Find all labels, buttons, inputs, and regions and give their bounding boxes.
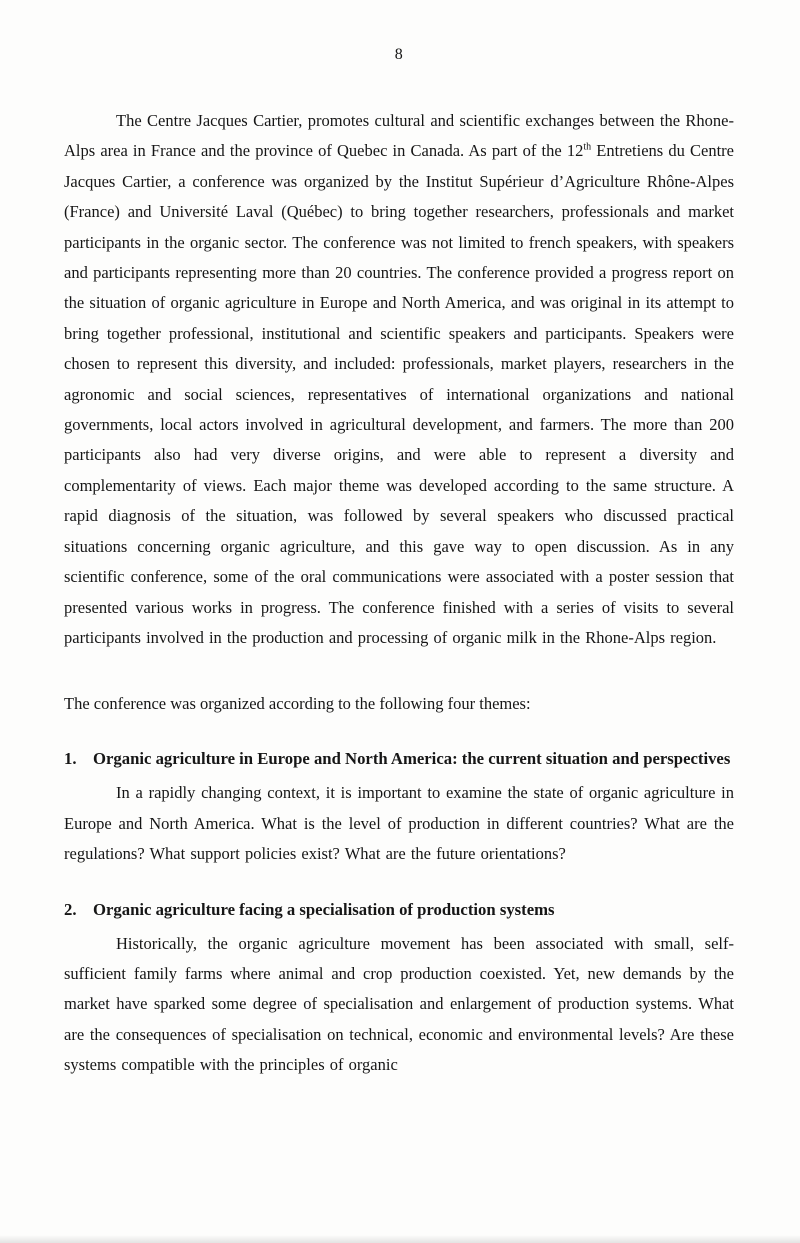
theme-item-1	[64, 745, 734, 869]
theme-1-number: 1.	[64, 749, 77, 769]
themes-intro-line: The conference was organized according to the following four themes:	[64, 694, 531, 714]
theme-1-title: Organic agriculture in Europe and North America: the current situation and perspectives	[93, 749, 731, 769]
theme-2-heading	[64, 896, 734, 924]
page-number: 8	[394, 46, 404, 63]
intro-paragraph	[64, 106, 734, 653]
intro-text-part2: Entretiens du Centre Jacques Cartier, a conference was organized by the Institut Supérieur d’Agriculture Rhône-Alpes (France) and Université Laval (Québec) to bring together researchers, professionals and market participants in the organic sector. The conference was not limited to french speakers, with speakers and participants representing more than 20 countries. The conference provided a progress report on the situation of organic agriculture in Europe and North America, and was original in its attempt to bring together professional, institutional and scientific speakers and participants. Speakers were chosen to represent this diversity, and included: professionals, market players, researchers in the agronomic and social sciences, representatives of international organizations and national governments, local actors involved in agricultural development, and farmers. The more than 200 participants also had very diverse origins, and were able to represent a diversity and complementarity of views. Each major theme was developed according to the same structure. A rapid diagnosis of the situation, was followed by several speakers who discussed practical situations concerning organic agriculture, and this gave way to open discussion. As in any scientific conference, some of the oral communications were associated with a poster session that presented various works in progress. The conference finished with a series of visits to several participants involved in the production and processing of organic milk in the Rhone-Alps region.	[64, 141, 734, 647]
theme-1-heading	[64, 745, 734, 773]
theme-2-body: Historically, the organic agriculture movement has been associated with small, self-sufficient family farms where animal and crop production coexisted. Yet, new demands by the market have sparked some degree of specialisation and enlargement of production systems. What are the consequences of specialisation on technical, economic and environmental levels? Are these systems compatible with the principles of organic	[64, 933, 734, 1075]
theme-1-body: In a rapidly changing context, it is important to examine the state of organic agriculture in Europe and North America. What is the level of production in different countries? What are the regulations? What support policies exist? What are the future orientations?	[64, 783, 734, 864]
theme-item-2	[64, 896, 734, 1081]
theme-2-title: Organic agriculture facing a specialisation of production systems	[93, 899, 555, 919]
theme-2-number: 2.	[64, 899, 77, 919]
ordinal-superscript: th	[583, 141, 592, 153]
intro-text-part1: The Centre Jacques Cartier, promotes cultural and scientific exchanges between the Rhone-Alps area in France and the province of Quebec in Canada. As part of the 12	[64, 111, 734, 161]
scan-bottom-edge	[0, 1235, 800, 1243]
